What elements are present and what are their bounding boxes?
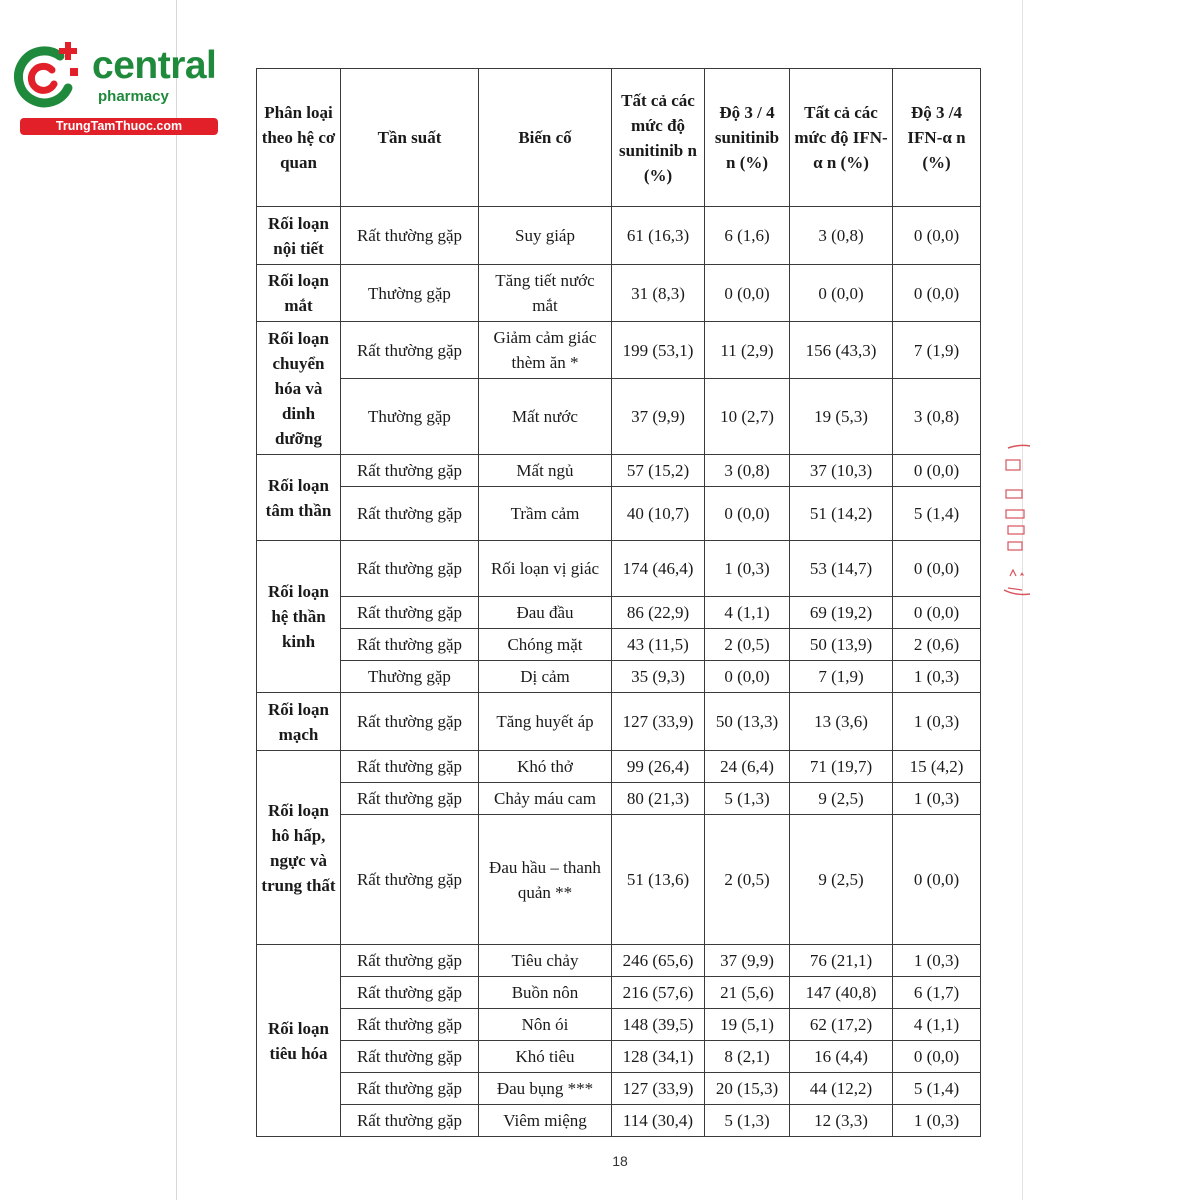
table-row bbox=[257, 661, 981, 693]
value-cell: 7 (1,9) bbox=[790, 661, 893, 693]
value-cell: 0 (0,0) bbox=[893, 265, 981, 322]
value-cell: 1 (0,3) bbox=[893, 661, 981, 693]
event-cell: Suy giáp bbox=[479, 207, 612, 265]
table-row bbox=[257, 1073, 981, 1105]
value-cell: 31 (8,3) bbox=[612, 265, 705, 322]
value-cell: 246 (65,6) bbox=[612, 945, 705, 977]
value-cell: 12 (3,3) bbox=[790, 1105, 893, 1137]
system-cell: Rối loạn tiêu hóa bbox=[257, 945, 341, 1137]
frequency-cell: Rất thường gặp bbox=[341, 322, 479, 379]
table-row bbox=[257, 1009, 981, 1041]
value-cell: 3 (0,8) bbox=[705, 455, 790, 487]
table-row bbox=[257, 379, 981, 455]
header-grade34-sunitinib: Độ 3 / 4 sunitinib n (%) bbox=[705, 69, 790, 207]
system-cell: Rối loạn hô hấp, ngực và trung thất bbox=[257, 751, 341, 945]
event-cell: Đau hầu – thanh quản ** bbox=[479, 815, 612, 945]
value-cell: 3 (0,8) bbox=[790, 207, 893, 265]
value-cell: 2 (0,5) bbox=[705, 629, 790, 661]
system-cell: Rối loạn tâm thần bbox=[257, 455, 341, 541]
table-row bbox=[257, 751, 981, 783]
value-cell: 15 (4,2) bbox=[893, 751, 981, 783]
value-cell: 156 (43,3) bbox=[790, 322, 893, 379]
header-all-sunitinib: Tất cả các mức độ sunitinib n (%) bbox=[612, 69, 705, 207]
frequency-cell: Rất thường gặp bbox=[341, 693, 479, 751]
table-row bbox=[257, 783, 981, 815]
event-cell: Dị cảm bbox=[479, 661, 612, 693]
event-cell: Giảm cảm giác thèm ăn * bbox=[479, 322, 612, 379]
event-cell: Đau bụng *** bbox=[479, 1073, 612, 1105]
value-cell: 19 (5,1) bbox=[705, 1009, 790, 1041]
value-cell: 0 (0,0) bbox=[893, 1041, 981, 1073]
table-header-row bbox=[257, 69, 981, 207]
value-cell: 21 (5,6) bbox=[705, 977, 790, 1009]
value-cell: 35 (9,3) bbox=[612, 661, 705, 693]
frequency-cell: Rất thường gặp bbox=[341, 541, 479, 597]
value-cell: 80 (21,3) bbox=[612, 783, 705, 815]
central-logo-icon bbox=[8, 38, 88, 118]
page-edge-right bbox=[1022, 0, 1023, 1200]
value-cell: 37 (9,9) bbox=[612, 379, 705, 455]
event-cell: Khó tiêu bbox=[479, 1041, 612, 1073]
value-cell: 1 (0,3) bbox=[893, 1105, 981, 1137]
event-cell: Tiêu chảy bbox=[479, 945, 612, 977]
value-cell: 44 (12,2) bbox=[790, 1073, 893, 1105]
value-cell: 50 (13,9) bbox=[790, 629, 893, 661]
value-cell: 1 (0,3) bbox=[893, 693, 981, 751]
value-cell: 114 (30,4) bbox=[612, 1105, 705, 1137]
value-cell: 69 (19,2) bbox=[790, 597, 893, 629]
value-cell: 99 (26,4) bbox=[612, 751, 705, 783]
adverse-events-table bbox=[256, 68, 981, 1137]
value-cell: 50 (13,3) bbox=[705, 693, 790, 751]
value-cell: 19 (5,3) bbox=[790, 379, 893, 455]
event-cell: Chảy máu cam bbox=[479, 783, 612, 815]
value-cell: 24 (6,4) bbox=[705, 751, 790, 783]
system-cell: Rối loạn mắt bbox=[257, 265, 341, 322]
header-grade34-ifn: Độ 3 /4 IFN-α n (%) bbox=[893, 69, 981, 207]
frequency-cell: Rất thường gặp bbox=[341, 455, 479, 487]
value-cell: 11 (2,9) bbox=[705, 322, 790, 379]
value-cell: 6 (1,6) bbox=[705, 207, 790, 265]
table-row bbox=[257, 693, 981, 751]
frequency-cell: Rất thường gặp bbox=[341, 1009, 479, 1041]
value-cell: 37 (9,9) bbox=[705, 945, 790, 977]
value-cell: 199 (53,1) bbox=[612, 322, 705, 379]
value-cell: 5 (1,4) bbox=[893, 487, 981, 541]
table-row bbox=[257, 487, 981, 541]
event-cell: Chóng mặt bbox=[479, 629, 612, 661]
value-cell: 0 (0,0) bbox=[705, 265, 790, 322]
value-cell: 0 (0,0) bbox=[893, 455, 981, 487]
value-cell: 86 (22,9) bbox=[612, 597, 705, 629]
value-cell: 0 (0,0) bbox=[893, 597, 981, 629]
value-cell: 6 (1,7) bbox=[893, 977, 981, 1009]
system-cell: Rối loạn mạch bbox=[257, 693, 341, 751]
value-cell: 2 (0,5) bbox=[705, 815, 790, 945]
central-pharmacy-logo[interactable] bbox=[8, 38, 218, 138]
value-cell: 0 (0,0) bbox=[790, 265, 893, 322]
value-cell: 0 (0,0) bbox=[705, 487, 790, 541]
table-row bbox=[257, 455, 981, 487]
value-cell: 147 (40,8) bbox=[790, 977, 893, 1009]
frequency-cell: Rất thường gặp bbox=[341, 629, 479, 661]
value-cell: 8 (2,1) bbox=[705, 1041, 790, 1073]
table-row bbox=[257, 597, 981, 629]
frequency-cell: Rất thường gặp bbox=[341, 1105, 479, 1137]
system-cell: Rối loạn chuyển hóa và dinh dưỡng bbox=[257, 322, 341, 455]
value-cell: 40 (10,7) bbox=[612, 487, 705, 541]
table-row bbox=[257, 265, 981, 322]
header-frequency: Tần suất bbox=[341, 69, 479, 207]
value-cell: 5 (1,4) bbox=[893, 1073, 981, 1105]
frequency-cell: Rất thường gặp bbox=[341, 597, 479, 629]
table-row bbox=[257, 977, 981, 1009]
table-row bbox=[257, 207, 981, 265]
value-cell: 16 (4,4) bbox=[790, 1041, 893, 1073]
event-cell: Buồn nôn bbox=[479, 977, 612, 1009]
frequency-cell: Rất thường gặp bbox=[341, 207, 479, 265]
event-cell: Mất ngủ bbox=[479, 455, 612, 487]
event-cell: Nôn ói bbox=[479, 1009, 612, 1041]
logo-name: central bbox=[92, 44, 217, 87]
table-row bbox=[257, 945, 981, 977]
value-cell: 43 (11,5) bbox=[612, 629, 705, 661]
frequency-cell: Rất thường gặp bbox=[341, 815, 479, 945]
value-cell: 7 (1,9) bbox=[893, 322, 981, 379]
table-row bbox=[257, 629, 981, 661]
value-cell: 0 (0,0) bbox=[893, 815, 981, 945]
value-cell: 51 (13,6) bbox=[612, 815, 705, 945]
value-cell: 128 (34,1) bbox=[612, 1041, 705, 1073]
value-cell: 10 (2,7) bbox=[705, 379, 790, 455]
frequency-cell: Rất thường gặp bbox=[341, 783, 479, 815]
table-row bbox=[257, 1041, 981, 1073]
frequency-cell: Rất thường gặp bbox=[341, 487, 479, 541]
value-cell: 0 (0,0) bbox=[705, 661, 790, 693]
value-cell: 62 (17,2) bbox=[790, 1009, 893, 1041]
page-edge-left bbox=[176, 0, 177, 1200]
frequency-cell: Rất thường gặp bbox=[341, 1073, 479, 1105]
logo-url-banner[interactable]: TrungTamThuoc.com bbox=[20, 118, 218, 135]
header-all-ifn: Tất cả các mức độ IFN-α n (%) bbox=[790, 69, 893, 207]
system-cell: Rối loạn nội tiết bbox=[257, 207, 341, 265]
value-cell: 5 (1,3) bbox=[705, 783, 790, 815]
value-cell: 1 (0,3) bbox=[893, 945, 981, 977]
value-cell: 127 (33,9) bbox=[612, 1073, 705, 1105]
value-cell: 3 (0,8) bbox=[893, 379, 981, 455]
value-cell: 127 (33,9) bbox=[612, 693, 705, 751]
table-row bbox=[257, 541, 981, 597]
value-cell: 174 (46,4) bbox=[612, 541, 705, 597]
event-cell: Tăng tiết nước mắt bbox=[479, 265, 612, 322]
value-cell: 9 (2,5) bbox=[790, 783, 893, 815]
value-cell: 5 (1,3) bbox=[705, 1105, 790, 1137]
frequency-cell: Thường gặp bbox=[341, 379, 479, 455]
value-cell: 216 (57,6) bbox=[612, 977, 705, 1009]
value-cell: 61 (16,3) bbox=[612, 207, 705, 265]
value-cell: 1 (0,3) bbox=[705, 541, 790, 597]
frequency-cell: Thường gặp bbox=[341, 265, 479, 322]
value-cell: 4 (1,1) bbox=[705, 597, 790, 629]
value-cell: 1 (0,3) bbox=[893, 783, 981, 815]
value-cell: 13 (3,6) bbox=[790, 693, 893, 751]
event-cell: Khó thở bbox=[479, 751, 612, 783]
value-cell: 9 (2,5) bbox=[790, 815, 893, 945]
event-cell: Viêm miệng bbox=[479, 1105, 612, 1137]
system-cell: Rối loạn hệ thần kinh bbox=[257, 541, 341, 693]
value-cell: 57 (15,2) bbox=[612, 455, 705, 487]
frequency-cell: Rất thường gặp bbox=[341, 751, 479, 783]
page-number: 18 bbox=[612, 1153, 628, 1169]
table-row bbox=[257, 815, 981, 945]
value-cell: 76 (21,1) bbox=[790, 945, 893, 977]
logo-subtitle: pharmacy bbox=[98, 88, 169, 105]
header-event: Biến cố bbox=[479, 69, 612, 207]
value-cell: 0 (0,0) bbox=[893, 207, 981, 265]
event-cell: Đau đầu bbox=[479, 597, 612, 629]
table-row bbox=[257, 322, 981, 379]
event-cell: Mất nước bbox=[479, 379, 612, 455]
table-row bbox=[257, 1105, 981, 1137]
value-cell: 0 (0,0) bbox=[893, 541, 981, 597]
stamp-fragment-icon bbox=[1000, 440, 1030, 600]
frequency-cell: Rất thường gặp bbox=[341, 945, 479, 977]
frequency-cell: Rất thường gặp bbox=[341, 977, 479, 1009]
value-cell: 71 (19,7) bbox=[790, 751, 893, 783]
frequency-cell: Rất thường gặp bbox=[341, 1041, 479, 1073]
event-cell: Rối loạn vị giác bbox=[479, 541, 612, 597]
value-cell: 37 (10,3) bbox=[790, 455, 893, 487]
value-cell: 53 (14,7) bbox=[790, 541, 893, 597]
value-cell: 20 (15,3) bbox=[705, 1073, 790, 1105]
header-system: Phân loại theo hệ cơ quan bbox=[257, 69, 341, 207]
frequency-cell: Thường gặp bbox=[341, 661, 479, 693]
value-cell: 51 (14,2) bbox=[790, 487, 893, 541]
event-cell: Trầm cảm bbox=[479, 487, 612, 541]
value-cell: 148 (39,5) bbox=[612, 1009, 705, 1041]
value-cell: 4 (1,1) bbox=[893, 1009, 981, 1041]
event-cell: Tăng huyết áp bbox=[479, 693, 612, 751]
value-cell: 2 (0,6) bbox=[893, 629, 981, 661]
